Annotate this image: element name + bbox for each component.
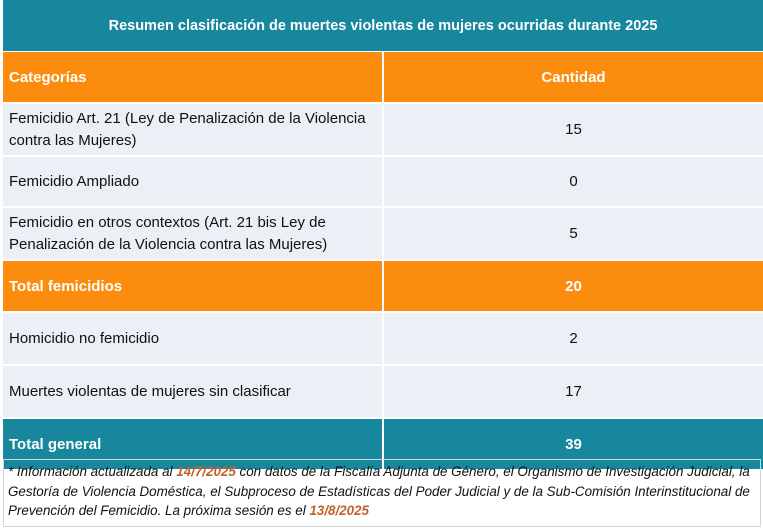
footnote-prefix: * Información actualizada al xyxy=(8,464,177,479)
total-femicides-row xyxy=(3,260,763,312)
table-title-row xyxy=(3,0,763,52)
footnote-body: con datos de la Fiscalía Adjunta de Género, el Organismo de Investigación Judicial, la Gestoría de Violencia Doméstica, el Subproceso de Estadísticas del Poder Judicial y de la Sub-Comisión Interinstitucional de Prevención del Femicidio. La próxima sesión es el xyxy=(8,464,750,518)
table-row xyxy=(3,312,763,365)
table-header-row xyxy=(3,52,763,104)
row-category: Femicidio Art. 21 (Ley de Penalización de la Violencia contra las Mujeres) xyxy=(3,103,383,156)
summary-table xyxy=(3,0,763,469)
summary-table-container xyxy=(3,0,763,469)
row-quantity: 5 xyxy=(383,207,763,260)
row-quantity: 2 xyxy=(383,312,763,365)
row-quantity: 15 xyxy=(383,103,763,156)
table-row xyxy=(3,365,763,418)
grand-total-label: Total general xyxy=(3,418,383,469)
row-category: Femicidio en otros contextos (Art. 21 bis Ley de Penalización de la Violencia contra las Mujeres) xyxy=(3,207,383,260)
row-quantity: 17 xyxy=(383,365,763,418)
row-category: Muertes violentas de mujeres sin clasificar xyxy=(3,365,383,418)
header-quantity: Cantidad xyxy=(383,52,763,104)
table-row xyxy=(3,156,763,207)
footnote-next-session-date: 13/8/2025 xyxy=(309,503,370,518)
footnote xyxy=(3,459,761,527)
header-categories: Categorías xyxy=(3,52,383,104)
grand-total-value: 39 xyxy=(383,418,763,469)
row-category: Homicidio no femicidio xyxy=(3,312,383,365)
table-title: Resumen clasificación de muertes violentas de mujeres ocurridas durante 2025 xyxy=(3,0,763,52)
row-category: Femicidio Ampliado xyxy=(3,156,383,207)
total-femicides-value: 20 xyxy=(383,260,763,312)
footnote-updated-date: 14/7/2025 xyxy=(176,464,236,479)
table-row xyxy=(3,207,763,260)
row-quantity: 0 xyxy=(383,156,763,207)
table-row xyxy=(3,103,763,156)
total-femicides-label: Total femicidios xyxy=(3,260,383,312)
